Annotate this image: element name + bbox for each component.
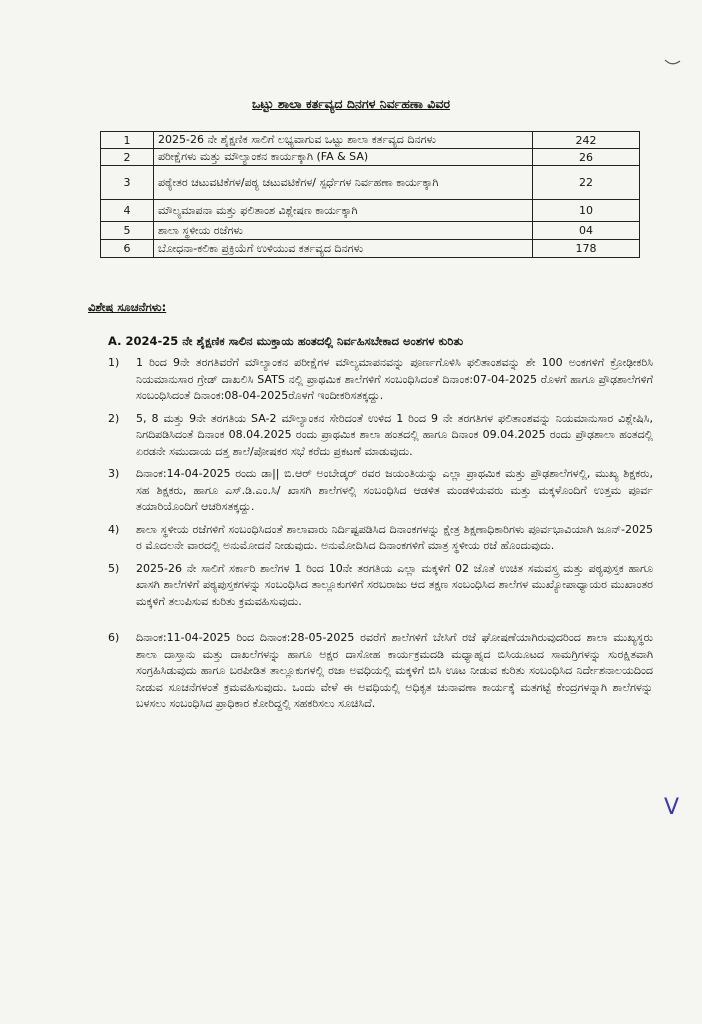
row-value: 04: [533, 222, 640, 240]
row-description: ಮೌಲ್ಯಮಾಪನಾ ಮತ್ತು ಫಲಿತಾಂಶ ವಿಶ್ಲೇಷಣ ಕಾರ್ಯಕ್ಕಾಗಿ: [154, 200, 533, 222]
row-description: 2025-26 ನೇ ಶೈಕ್ಷಣಿಕ ಸಾಲಿಗೆ ಲಭ್ಯವಾಗುವ ಒಟ್ಟು ಶಾಲಾ ಕರ್ತವ್ಯದ ದಿನಗಳು: [154, 132, 533, 149]
row-description: ಬೋಧನಾ-ಕಲಿಕಾ ಪ್ರಕ್ರಿಯೆಗೆ ಉಳಿಯುವ ಕರ್ತವ್ಯದ ದಿನಗಳು: [154, 240, 533, 258]
row-number: 4: [101, 200, 154, 222]
row-number: 1: [101, 132, 154, 149]
row-value: 10: [533, 200, 640, 222]
special-instructions-heading: ವಿಶೇಷ ಸೂಚನೆಗಳು:: [88, 300, 167, 314]
table-row: [101, 222, 640, 240]
list-item: [108, 355, 653, 405]
table-row: [101, 200, 640, 222]
row-description: ಶಾಲಾ ಸ್ಥಳೀಯ ರಜೆಗಳು: [154, 222, 533, 240]
row-value: 242: [533, 132, 640, 149]
row-description: ಪಠ್ಯೇತರ ಚಟುವಟಿಕೆಗಳ/ಪಠ್ಯ ಚಟುವಟಿಕೆಗಳ/ ಸ್ಪರ್ಧೆಗಳ ನಿರ್ವಹಣಾ ಕಾರ್ಯಕ್ಕಾಗಿ: [154, 166, 533, 200]
item-text: ದಿನಾಂಕ:11-04-2025 ರಿಂದ ದಿನಾಂಕ:28-05-2025 ರವರೆಗೆ ಶಾಲೆಗಳಿಗೆ ಬೇಸಿಗೆ ರಜೆ ಘೋಷಣೆಯಾಗಿರುವುದರಿಂದ ಶಾಲಾ ಮುಖ್ಯಸ್ಥರು ಶಾಲಾ ದಾಸ್ತಾನು ಮತ್ತು ದಾಖಲೆಗಳನ್ನು ಹಾಗೂ ಅಕ್ಷರ ದಾಸೋಹ ಕಾರ್ಯಕ್ರಮದಡಿ ಮಧ್ಯಾಹ್ನದ ಬಿಸಿಯೂಟದ ಸಾಮಗ್ರಿಗಳನ್ನು ಸುರಕ್ಷಿತವಾಗಿ ಸಂಗ್ರಹಿಸಿಡುವುದು ಹಾಗೂ ಬರಪೀಡಿತ ತಾಲ್ಲೂಕುಗಳಲ್ಲಿ ರಜಾ ಅವಧಿಯಲ್ಲಿ ಮಕ್ಕಳಿಗೆ ಬಿಸಿ ಊಟ ನೀಡುವ ಕುರಿತು ಸಂಬಂಧಿಸಿದ ನಿರ್ದೇಶನಾಲಯದಿಂದ ನೀಡುವ ಸೂಚನೆಗಳಂತೆ ಕ್ರಮವಹಿಸುವುದು. ಒಂದು ವೇಳೆ ಈ ಅವಧಿಯಲ್ಲಿ ಅಧಿಕೃತ ಚುನಾವಣಾ ಕಾರ್ಯಕ್ಕೆ ಮತಗಟ್ಟೆ ಕೇಂದ್ರಗಳನ್ನಾಗಿ ಶಾಲೆಗಳನ್ನು ಬಳಸಲು ಸಂಬಂಧಿಸಿದ ಪ್ರಾಧಿಕಾರ ಕೋರಿದ್ದಲ್ಲಿ ಸಹಕರಿಸಲು ಸೂಚಿಸಿದೆ.: [136, 631, 653, 710]
instruction-list: [108, 355, 653, 713]
item-text: ದಿನಾಂಕ:14-04-2025 ರಂದು ಡಾ|| ಬಿ.ಆರ್ ಅಂಬೇಡ್ಕರ್ ರವರ ಜಯಂತಿಯನ್ನು ಎಲ್ಲಾ ಪ್ರಾಥಮಿಕ ಮತ್ತು ಪ್ರೌಢಶಾಲೆಗಳಲ್ಲಿ, ಮುಖ್ಯ ಶಿಕ್ಷಕರು, ಸಹ ಶಿಕ್ಷಕರು, ಹಾಗೂ ಎಸ್.ಡಿ.ಎಂ.ಸಿ/ ಖಾಸಗಿ ಶಾಲೆಗಳಲ್ಲಿ ಸಂಬಂಧಿಸಿದ ಆಡಳಿತ ಮಂಡಳಿಯವರು ಮತ್ತು ಮಕ್ಕಳೊಂದಿಗೆ ಉತ್ತಮ ಪೂರ್ವ ತಯಾರಿಯೊಂದಿಗೆ ಆಚರಿಸತಕ್ಕದ್ದು.: [136, 467, 653, 513]
item-text: ಶಾಲಾ ಸ್ಥಳೀಯ ರಜೆಗಳಿಗೆ ಸಂಬಂಧಿಸಿದಂತೆ ಶಾಲಾವಾರು ನಿರ್ದಿಷ್ಟಪಡಿಸಿದ ದಿನಾಂಕಗಳನ್ನು ಕ್ಷೇತ್ರ ಶಿಕ್ಷಣಾಧಿಕಾರಿಗಳು ಪೂರ್ವಭಾವಿಯಾಗಿ ಜೂನ್-2025 ರ ಮೊದಲನೇ ವಾರದಲ್ಲಿ ಅನುಮೋದನೆ ನೀಡುವುದು. ಅನುಮೋದಿಸಿದ ದಿನಾಂಕಗಳಿಗೆ ಮಾತ್ರ ಸ್ಥಳೀಯ ರಜೆ ಹೊಂದುವುದು.: [136, 522, 653, 552]
list-item: [108, 522, 653, 555]
item-number: 3): [108, 467, 120, 480]
summary-table: [100, 131, 640, 258]
list-item: [108, 411, 653, 461]
section-a-heading: A. 2024-25 ನೇ ಶೈಕ್ಷಣಿಕ ಸಾಲಿನ ಮುಕ್ತಾಯ ಹಂತದಲ್ಲಿ ನಿರ್ವಹಿಸಬೇಕಾದ ಅಂಶಗಳ ಕುರಿತು: [108, 334, 464, 348]
pen-stroke-mark: [664, 58, 682, 68]
item-text: 2025-26 ನೇ ಸಾಲಿಗೆ ಸರ್ಕಾರಿ ಶಾಲೆಗಳ 1 ರಿಂದ 10ನೇ ತರಗತಿಯ ಎಲ್ಲಾ ಮಕ್ಕಳಿಗೆ 02 ಜೊತೆ ಉಚಿತ ಸಮವಸ್ತ್ರ ಮತ್ತು ಪಠ್ಯಪುಸ್ತಕ ಹಾಗೂ ಖಾಸಗಿ ಶಾಲೆಗಳಿಗೆ ಪಠ್ಯಪುಸ್ತಕಗಳನ್ನು ಸಂಬಂಧಿಸಿದ ತಾಲ್ಲೂಕುಗಳಿಗೆ ಸರಬರಾಜು ಆದ ತಕ್ಷಣ ಸಂಬಂಧಿಸಿದ ಶಾಲೆಗಳ ಮುಖ್ಯೋಪಾಧ್ಯಾಯರ ಮುಖಾಂತರ ಮಕ್ಕಳಿಗೆ ತಲುಪಿಸುವ ಕುರಿತು ಕ್ರಮವಹಿಸುವುದು.: [136, 561, 653, 608]
page-title: ಒಟ್ಟು ಶಾಲಾ ಕರ್ತವ್ಯದ ದಿನಗಳ ನಿರ್ವಹಣಾ ವಿವರ: [252, 96, 450, 111]
row-number: 2: [101, 149, 154, 166]
item-number: 6): [108, 631, 120, 644]
item-number: 4): [108, 522, 120, 536]
item-number: 2): [108, 411, 120, 425]
row-number: 3: [101, 166, 154, 200]
table-row: [101, 149, 640, 166]
list-item: [108, 630, 653, 713]
row-value: 22: [533, 166, 640, 200]
row-number: 5: [101, 222, 154, 240]
table-row: [101, 240, 640, 258]
handwritten-check-mark: V: [664, 795, 680, 820]
row-value: 26: [533, 149, 640, 166]
item-number: 1): [108, 356, 120, 369]
list-item: [108, 466, 653, 516]
item-number: 5): [108, 561, 120, 575]
list-item: [108, 561, 653, 611]
item-text: 1 ರಿಂದ 9ನೇ ತರಗತಿವರೆಗೆ ಮೌಲ್ಯಾಂಕನ ಪರೀಕ್ಷೆಗಳ ಮೌಲ್ಯಮಾಪನವನ್ನು ಪೂರ್ಣಗೊಳಿಸಿ ಫಲಿತಾಂಶವನ್ನು ಶೇ 100 ಅಂಕಗಳಿಗೆ ಕ್ರೋಢೀಕರಿಸಿ ನಿಯಮಾನುಸಾರ ಗ್ರೇಡ್ ದಾಖಲಿಸಿ SATS ನಲ್ಲಿ ಪ್ರಾಥಮಿಕ ಶಾಲೆಗಳಿಗೆ ಸಂಬಂಧಿಸಿದಂತೆ ದಿನಾಂಕ:07-04-2025 ರೊಳಗೆ ಹಾಗೂ ಪ್ರೌಢಶಾಲೆಗಳಿಗೆ ಸಂಬಂಧಿಸಿದಂತೆ ದಿನಾಂಕ:08-04-2025ರೊಳಗೆ ಇಂದೀಕರಿಸತಕ್ಕದ್ದು.: [136, 356, 653, 402]
table-row: [101, 166, 640, 200]
row-number: 6: [101, 240, 154, 258]
table-row: [101, 132, 640, 149]
item-text: 5, 8 ಮತ್ತು 9ನೇ ತರಗತಿಯ SA-2 ಮೌಲ್ಯಾಂಕನ ಸೇರಿದಂತೆ ಉಳಿದ 1 ರಿಂದ 9 ನೇ ತರಗತಿಗಳ ಫಲಿತಾಂಶವನ್ನು ನಿಯಮಾನುಸಾರ ವಿಶ್ಲೇಷಿಸಿ, ನಿಗದಿಪಡಿಸಿದಂತೆ ದಿನಾಂಕ 08.04.2025 ರಂದು ಪ್ರಾಥಮಿಕ ಶಾಲಾ ಹಂತದಲ್ಲಿ ಹಾಗೂ ದಿನಾಂಕ 09.04.2025 ರಂದು ಪ್ರೌಢಶಾಲಾ ಹಂತದಲ್ಲಿ ಏರಡನೇ ಸಮುದಾಯ ದತ್ತ ಶಾಲೆ/ಪೋಷಕರ ಸಭೆ ಕರೆದು ಪ್ರಕಟಣೆ ಮಾಡುವುದು.: [136, 411, 653, 458]
row-value: 178: [533, 240, 640, 258]
row-description: ಪರೀಕ್ಷೆಗಳು ಮತ್ತು ಮೌಲ್ಯಾಂಕನ ಕಾರ್ಯಕ್ಕಾಗಿ (FA & SA): [154, 149, 533, 166]
